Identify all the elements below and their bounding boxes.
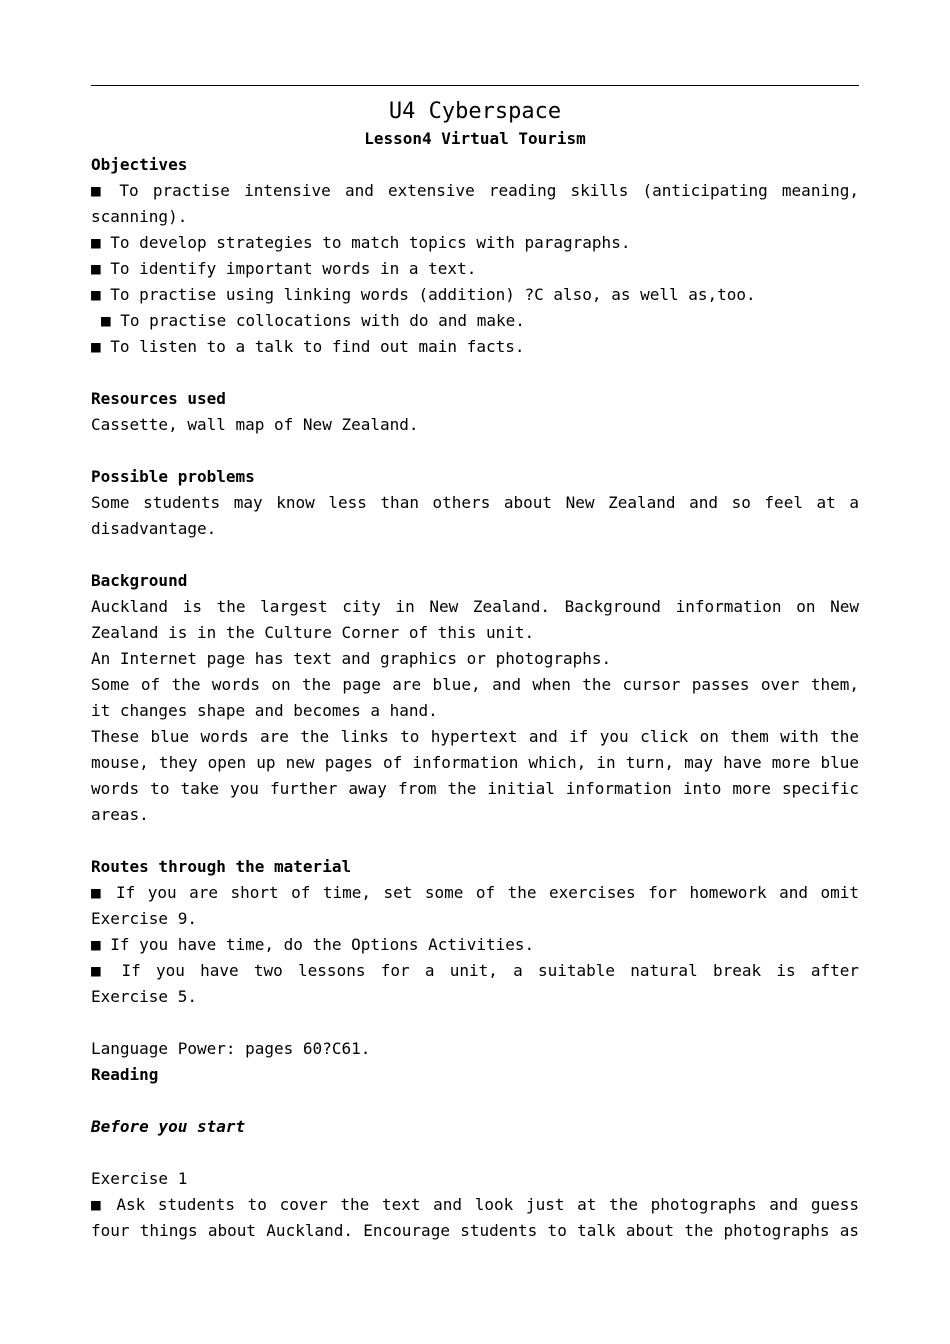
bullet-icon: ■ [91,233,101,252]
bullet-icon: ■ [91,883,104,902]
objective-item [91,308,859,334]
route-text: If you have time, do the Options Activities. [110,935,535,954]
spacer [91,542,859,568]
resources-text: Cassette, wall map of New Zealand. [91,415,419,434]
background-paragraph: Some of the words on the page are blue, and when the cursor passes over them, it changes shape and becomes a hand. [91,675,859,720]
route-item [91,880,859,932]
lesson-title: Lesson4 Virtual Tourism [364,129,586,148]
exercise1-item [91,1192,859,1244]
bullet-icon: ■ [91,259,101,278]
background-paragraph: These blue words are the links to hypertext and if you click on them with the mouse, they open up new pages of information which, in turn, may have more blue words to take you further away from the initial information into more specific areas. [91,727,859,824]
spacer [91,1140,859,1166]
spacer [91,360,859,386]
objective-text: To practise using linking words (addition) ?C also, as well as,too. [110,285,756,304]
objective-item [91,334,859,360]
objective-text: To listen to a talk to find out main facts. [110,337,525,356]
problems-text: Some students may know less than others about New Zealand and so feel at a disadvantage. [91,493,859,538]
route-text: If you are short of time, set some of the exercises for homework and omit Exercise 9. [91,883,859,928]
resources-heading: Resources used [91,389,226,408]
bullet-icon: ■ [91,181,106,200]
bullet-icon: ■ [101,311,111,330]
objectives-heading: Objectives [91,155,188,174]
exercise1-heading: Exercise 1 [91,1169,188,1188]
unit-title: U4 Cyberspace [388,99,562,124]
route-item [91,958,859,1010]
routes-heading: Routes through the material [91,857,352,876]
spacer [91,1088,859,1114]
bullet-icon: ■ [91,337,101,356]
document-page [91,98,859,1244]
background-heading: Background [91,571,188,590]
header-rule [91,85,859,86]
language-power-text: Language Power: pages 60?C61. [91,1039,371,1058]
objective-item [91,230,859,256]
exercise1-text: Ask students to cover the text and look just at the photographs and guess four things about Auckland. Encourage students to talk about the photographs as [91,1195,859,1240]
objective-text: To identify important words in a text. [110,259,477,278]
route-text: If you have two lessons for a unit, a suitable natural break is after Exercise 5. [91,961,860,1006]
reading-heading: Reading [91,1065,159,1084]
objective-item [91,178,859,230]
before-you-start-heading: Before you start [91,1117,246,1136]
route-item [91,932,859,958]
background-paragraph: Auckland is the largest city in New Zealand. Background information on New Zealand is in the Culture Corner of this unit. [91,597,859,642]
bullet-icon: ■ [91,961,107,980]
bullet-icon: ■ [91,285,101,304]
spacer [91,438,859,464]
objective-text: To practise collocations with do and make. [120,311,525,330]
objective-text: To develop strategies to match topics with paragraphs. [110,233,631,252]
bullet-icon: ■ [91,935,101,954]
spacer [91,1010,859,1036]
objective-item [91,256,859,282]
objective-item [91,282,859,308]
background-paragraph: An Internet page has text and graphics or photographs. [91,649,612,668]
problems-heading: Possible problems [91,467,255,486]
objective-text: To practise intensive and extensive reading skills (anticipating meaning, scanning). [91,181,859,226]
bullet-icon: ■ [91,1195,104,1214]
spacer [91,828,859,854]
